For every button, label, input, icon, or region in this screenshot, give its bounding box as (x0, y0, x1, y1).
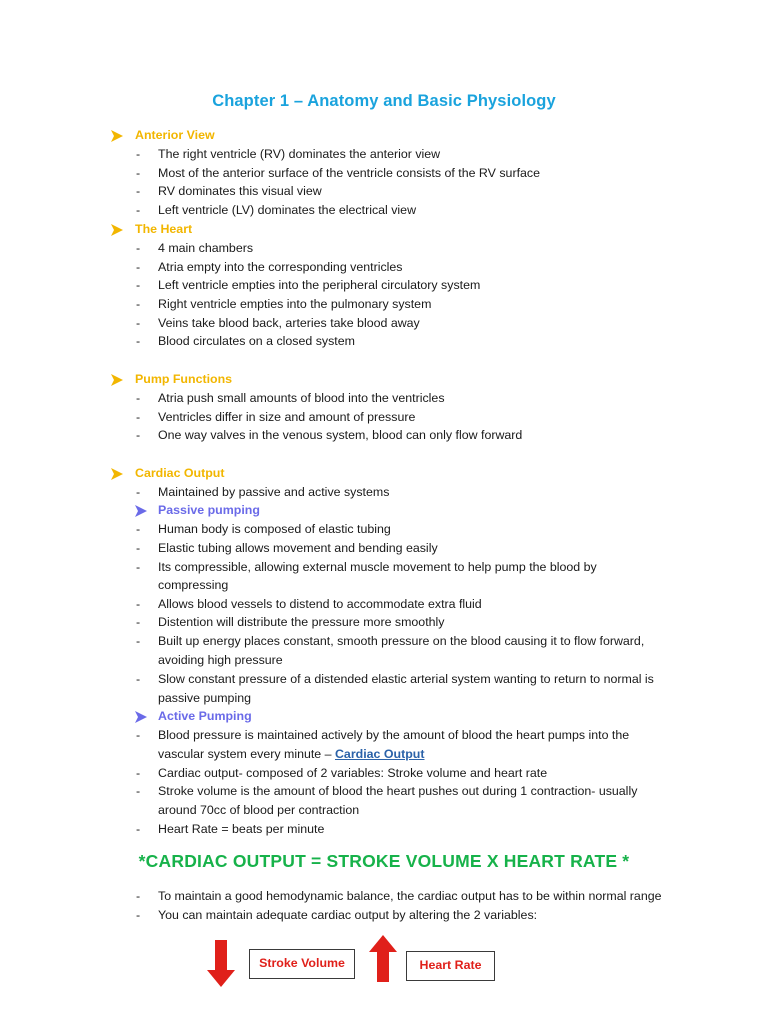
list-dash: - (136, 485, 141, 499)
list-item: You can maintain adequate cardiac output by altering the 2 variables: (158, 908, 538, 922)
list-item-text: vascular system every minute – (158, 747, 335, 761)
list-dash: - (136, 278, 141, 292)
list-dash: - (136, 560, 141, 574)
list-dash: - (136, 203, 141, 217)
list-item: Atria push small amounts of blood into the ventricles (158, 391, 445, 405)
stroke-volume-box: Stroke Volume (249, 949, 355, 979)
list-dash: - (136, 410, 141, 424)
chevron-arrow-icon (134, 708, 148, 726)
list-item-continuation: around 70cc of blood per contraction (158, 803, 360, 817)
list-item: Blood circulates on a closed system (158, 334, 355, 348)
list-dash: - (136, 428, 141, 442)
list-item: Veins take blood back, arteries take blood away (158, 316, 420, 330)
list-item: To maintain a good hemodynamic balance, the cardiac output has to be within normal range (158, 889, 662, 903)
list-dash: - (136, 522, 141, 536)
list-dash: - (136, 541, 141, 555)
page-title: Chapter 1 – Anatomy and Basic Physiology (212, 92, 556, 110)
section-heading-cardiac: Cardiac Output (135, 466, 225, 480)
chevron-arrow-icon (110, 465, 124, 483)
list-dash: - (136, 889, 141, 903)
cardiac-output-link[interactable]: Cardiac Output (334, 747, 425, 761)
list-dash: - (136, 334, 141, 348)
heart-rate-box: Heart Rate (406, 951, 495, 981)
list-item: Elastic tubing allows movement and bending easily (158, 541, 438, 555)
list-item: One way valves in the venous system, blood can only flow forward (158, 428, 523, 442)
list-dash: - (136, 316, 141, 330)
list-item: Its compressible, allowing external muscle movement to help pump the blood by (158, 560, 597, 574)
list-item: Human body is composed of elastic tubing (158, 522, 391, 536)
list-dash: - (136, 634, 141, 648)
list-dash: - (136, 184, 141, 198)
list-item: Maintained by passive and active systems (158, 485, 390, 499)
section-heading-anterior: Anterior View (135, 128, 215, 142)
list-dash: - (136, 297, 141, 311)
list-dash: - (136, 766, 141, 780)
chevron-arrow-icon (110, 371, 124, 389)
chevron-arrow-icon (134, 502, 148, 520)
list-dash: - (136, 908, 141, 922)
list-item: Ventricles differ in size and amount of pressure (158, 410, 416, 424)
arrow-up-icon (368, 934, 398, 982)
list-dash: - (136, 784, 141, 798)
list-item: Allows blood vessels to distend to accommodate extra fluid (158, 597, 482, 611)
list-dash: - (136, 166, 141, 180)
section-heading-heart: The Heart (135, 222, 193, 236)
chevron-arrow-icon (110, 221, 124, 239)
list-item-continuation: passive pumping (158, 691, 251, 705)
arrow-down-icon (206, 940, 236, 988)
list-item: Left ventricle (LV) dominates the electrical view (158, 203, 417, 217)
list-item-continuation: avoiding high pressure (158, 653, 283, 667)
cardiac-output-formula: *CARDIAC OUTPUT = STROKE VOLUME X HEART RATE * (138, 851, 630, 871)
list-item: Stroke volume is the amount of blood the heart pushes out during 1 contraction- usually (158, 784, 638, 798)
list-dash: - (136, 822, 141, 836)
list-dash: - (136, 260, 141, 274)
list-item: Most of the anterior surface of the ventricle consists of the RV surface (158, 166, 540, 180)
subheading-passive: Passive pumping (158, 503, 260, 517)
list-dash: - (136, 391, 141, 405)
list-item: Left ventricle empties into the peripheral circulatory system (158, 278, 481, 292)
list-item-continuation (158, 745, 424, 764)
list-item: Heart Rate = beats per minute (158, 822, 325, 836)
list-item-continuation: compressing (158, 578, 229, 592)
list-item: The right ventricle (RV) dominates the anterior view (158, 147, 441, 161)
section-heading-pump: Pump Functions (135, 372, 233, 386)
list-item: Right ventricle empties into the pulmonary system (158, 297, 432, 311)
subheading-active: Active Pumping (158, 709, 252, 723)
list-item: Blood pressure is maintained actively by the amount of blood the heart pumps into the (158, 728, 630, 742)
list-dash: - (136, 672, 141, 686)
list-item: Distention will distribute the pressure more smoothly (158, 615, 445, 629)
list-item: 4 main chambers (158, 241, 254, 255)
list-item: Cardiac output- composed of 2 variables: Stroke volume and heart rate (158, 766, 548, 780)
list-dash: - (136, 147, 141, 161)
chevron-arrow-icon (110, 127, 124, 145)
list-dash: - (136, 597, 141, 611)
list-item: Atria empty into the corresponding ventricles (158, 260, 403, 274)
list-item: Slow constant pressure of a distended elastic arterial system wanting to return to normal is (158, 672, 654, 686)
list-dash: - (136, 241, 141, 255)
list-dash: - (136, 615, 141, 629)
list-item: Built up energy places constant, smooth pressure on the blood causing it to flow forward, (158, 634, 645, 648)
list-dash: - (136, 728, 141, 742)
list-item: RV dominates this visual view (158, 184, 322, 198)
